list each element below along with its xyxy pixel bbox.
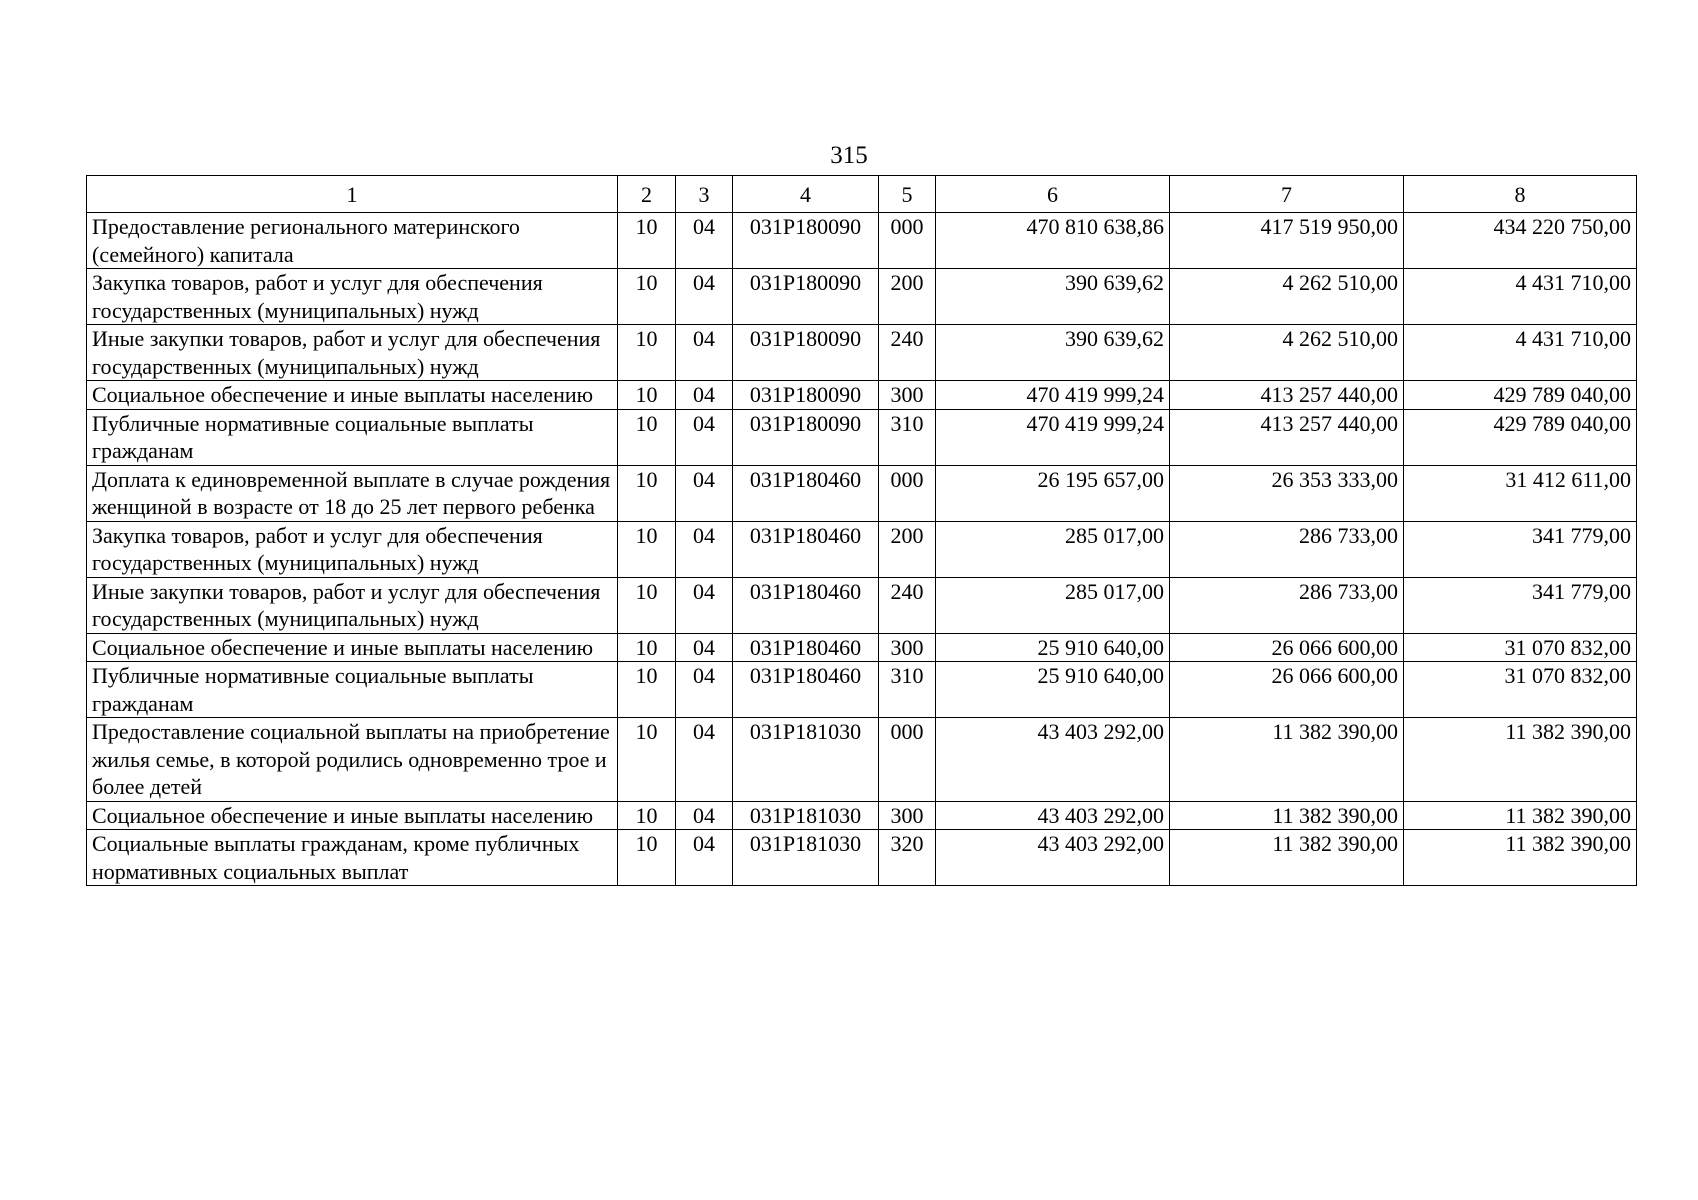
table-body xyxy=(87,213,1637,886)
section-code: 10 xyxy=(618,213,676,269)
amount-col-8: 31 412 611,00 xyxy=(1404,465,1637,521)
header-row xyxy=(87,176,1637,213)
section-code: 10 xyxy=(618,718,676,802)
table-row xyxy=(87,381,1637,410)
table-row xyxy=(87,830,1637,886)
expense-type-code: 300 xyxy=(879,381,936,410)
amount-col-6: 25 910 640,00 xyxy=(936,662,1170,718)
amount-col-8: 11 382 390,00 xyxy=(1404,801,1637,830)
amount-col-6: 470 419 999,24 xyxy=(936,409,1170,465)
page-number: 315 xyxy=(830,142,868,169)
row-description: Закупка товаров, работ и услуг для обеспечения государственных (муниципальных) нужд xyxy=(87,521,618,577)
row-description: Социальное обеспечение и иные выплаты населению xyxy=(87,633,618,662)
amount-col-7: 286 733,00 xyxy=(1170,577,1404,633)
target-article-code: 031P180090 xyxy=(733,325,879,381)
expense-type-code: 310 xyxy=(879,409,936,465)
section-code: 10 xyxy=(618,830,676,886)
amount-col-7: 286 733,00 xyxy=(1170,521,1404,577)
row-description: Социальные выплаты гражданам, кроме публичных нормативных социальных выплат xyxy=(87,830,618,886)
expense-type-code: 200 xyxy=(879,269,936,325)
amount-col-8: 341 779,00 xyxy=(1404,577,1637,633)
row-description: Доплата к единовременной выплате в случае рождения женщиной в возрасте от 18 до 25 лет первого ребенка xyxy=(87,465,618,521)
amount-col-7: 11 382 390,00 xyxy=(1170,718,1404,802)
expense-type-code: 000 xyxy=(879,213,936,269)
row-description: Иные закупки товаров, работ и услуг для обеспечения государственных (муниципальных) нужд xyxy=(87,325,618,381)
expense-type-code: 320 xyxy=(879,830,936,886)
subsection-code: 04 xyxy=(676,465,733,521)
table-row xyxy=(87,662,1637,718)
subsection-code: 04 xyxy=(676,662,733,718)
table-row xyxy=(87,521,1637,577)
subsection-code: 04 xyxy=(676,213,733,269)
subsection-code: 04 xyxy=(676,409,733,465)
subsection-code: 04 xyxy=(676,577,733,633)
row-description: Публичные нормативные социальные выплаты гражданам xyxy=(87,662,618,718)
subsection-code: 04 xyxy=(676,269,733,325)
table-row xyxy=(87,577,1637,633)
amount-col-6: 43 403 292,00 xyxy=(936,830,1170,886)
amount-col-7: 11 382 390,00 xyxy=(1170,830,1404,886)
amount-col-7: 26 066 600,00 xyxy=(1170,662,1404,718)
expense-type-code: 300 xyxy=(879,633,936,662)
table-row xyxy=(87,269,1637,325)
column-header-5: 5 xyxy=(879,176,936,213)
table-row xyxy=(87,213,1637,269)
column-header-1: 1 xyxy=(87,176,618,213)
amount-col-6: 285 017,00 xyxy=(936,521,1170,577)
amount-col-8: 429 789 040,00 xyxy=(1404,409,1637,465)
expense-type-code: 000 xyxy=(879,465,936,521)
target-article-code: 031P180460 xyxy=(733,662,879,718)
amount-col-6: 25 910 640,00 xyxy=(936,633,1170,662)
target-article-code: 031P181030 xyxy=(733,830,879,886)
section-code: 10 xyxy=(618,633,676,662)
amount-col-6: 470 810 638,86 xyxy=(936,213,1170,269)
amount-col-7: 4 262 510,00 xyxy=(1170,269,1404,325)
subsection-code: 04 xyxy=(676,718,733,802)
amount-col-8: 11 382 390,00 xyxy=(1404,830,1637,886)
row-description: Предоставление социальной выплаты на приобретение жилья семье, в которой родились одновременно трое и более детей xyxy=(87,718,618,802)
amount-col-8: 429 789 040,00 xyxy=(1404,381,1637,410)
section-code: 10 xyxy=(618,269,676,325)
column-header-3: 3 xyxy=(676,176,733,213)
amount-col-7: 11 382 390,00 xyxy=(1170,801,1404,830)
target-article-code: 031P180090 xyxy=(733,409,879,465)
amount-col-8: 11 382 390,00 xyxy=(1404,718,1637,802)
subsection-code: 04 xyxy=(676,521,733,577)
amount-col-7: 4 262 510,00 xyxy=(1170,325,1404,381)
amount-col-6: 43 403 292,00 xyxy=(936,801,1170,830)
expense-type-code: 200 xyxy=(879,521,936,577)
section-code: 10 xyxy=(618,521,676,577)
subsection-code: 04 xyxy=(676,381,733,410)
section-code: 10 xyxy=(618,325,676,381)
subsection-code: 04 xyxy=(676,830,733,886)
section-code: 10 xyxy=(618,381,676,410)
row-description: Иные закупки товаров, работ и услуг для обеспечения государственных (муниципальных) нужд xyxy=(87,577,618,633)
subsection-code: 04 xyxy=(676,325,733,381)
amount-col-6: 390 639,62 xyxy=(936,325,1170,381)
row-description: Предоставление регионального материнского (семейного) капитала xyxy=(87,213,618,269)
row-description: Публичные нормативные социальные выплаты гражданам xyxy=(87,409,618,465)
table-row xyxy=(87,465,1637,521)
amount-col-8: 434 220 750,00 xyxy=(1404,213,1637,269)
section-code: 10 xyxy=(618,577,676,633)
target-article-code: 031P180460 xyxy=(733,465,879,521)
target-article-code: 031P180460 xyxy=(733,633,879,662)
amount-col-8: 31 070 832,00 xyxy=(1404,662,1637,718)
amount-col-7: 413 257 440,00 xyxy=(1170,381,1404,410)
table-row xyxy=(87,409,1637,465)
subsection-code: 04 xyxy=(676,633,733,662)
amount-col-8: 4 431 710,00 xyxy=(1404,269,1637,325)
budget-table xyxy=(86,175,1637,886)
section-code: 10 xyxy=(618,662,676,718)
table-row xyxy=(87,633,1637,662)
column-header-4: 4 xyxy=(733,176,879,213)
amount-col-7: 417 519 950,00 xyxy=(1170,213,1404,269)
row-description: Социальное обеспечение и иные выплаты населению xyxy=(87,381,618,410)
amount-col-6: 285 017,00 xyxy=(936,577,1170,633)
subsection-code: 04 xyxy=(676,801,733,830)
expense-type-code: 300 xyxy=(879,801,936,830)
amount-col-6: 43 403 292,00 xyxy=(936,718,1170,802)
column-header-2: 2 xyxy=(618,176,676,213)
expense-type-code: 000 xyxy=(879,718,936,802)
expense-type-code: 310 xyxy=(879,662,936,718)
column-header-8: 8 xyxy=(1404,176,1637,213)
amount-col-7: 26 353 333,00 xyxy=(1170,465,1404,521)
target-article-code: 031P181030 xyxy=(733,718,879,802)
section-code: 10 xyxy=(618,801,676,830)
target-article-code: 031P180090 xyxy=(733,381,879,410)
target-article-code: 031P180460 xyxy=(733,577,879,633)
amount-col-8: 4 431 710,00 xyxy=(1404,325,1637,381)
amount-col-7: 413 257 440,00 xyxy=(1170,409,1404,465)
column-header-6: 6 xyxy=(936,176,1170,213)
amount-col-8: 341 779,00 xyxy=(1404,521,1637,577)
amount-col-7: 26 066 600,00 xyxy=(1170,633,1404,662)
amount-col-6: 470 419 999,24 xyxy=(936,381,1170,410)
amount-col-6: 390 639,62 xyxy=(936,269,1170,325)
expense-type-code: 240 xyxy=(879,577,936,633)
amount-col-6: 26 195 657,00 xyxy=(936,465,1170,521)
target-article-code: 031P180090 xyxy=(733,269,879,325)
column-header-7: 7 xyxy=(1170,176,1404,213)
table-row xyxy=(87,325,1637,381)
table-header xyxy=(87,176,1637,213)
row-description: Закупка товаров, работ и услуг для обеспечения государственных (муниципальных) нужд xyxy=(87,269,618,325)
section-code: 10 xyxy=(618,465,676,521)
target-article-code: 031P180090 xyxy=(733,213,879,269)
amount-col-8: 31 070 832,00 xyxy=(1404,633,1637,662)
table-row xyxy=(87,718,1637,802)
section-code: 10 xyxy=(618,409,676,465)
expense-type-code: 240 xyxy=(879,325,936,381)
target-article-code: 031P181030 xyxy=(733,801,879,830)
row-description: Социальное обеспечение и иные выплаты населению xyxy=(87,801,618,830)
target-article-code: 031P180460 xyxy=(733,521,879,577)
table-row xyxy=(87,801,1637,830)
